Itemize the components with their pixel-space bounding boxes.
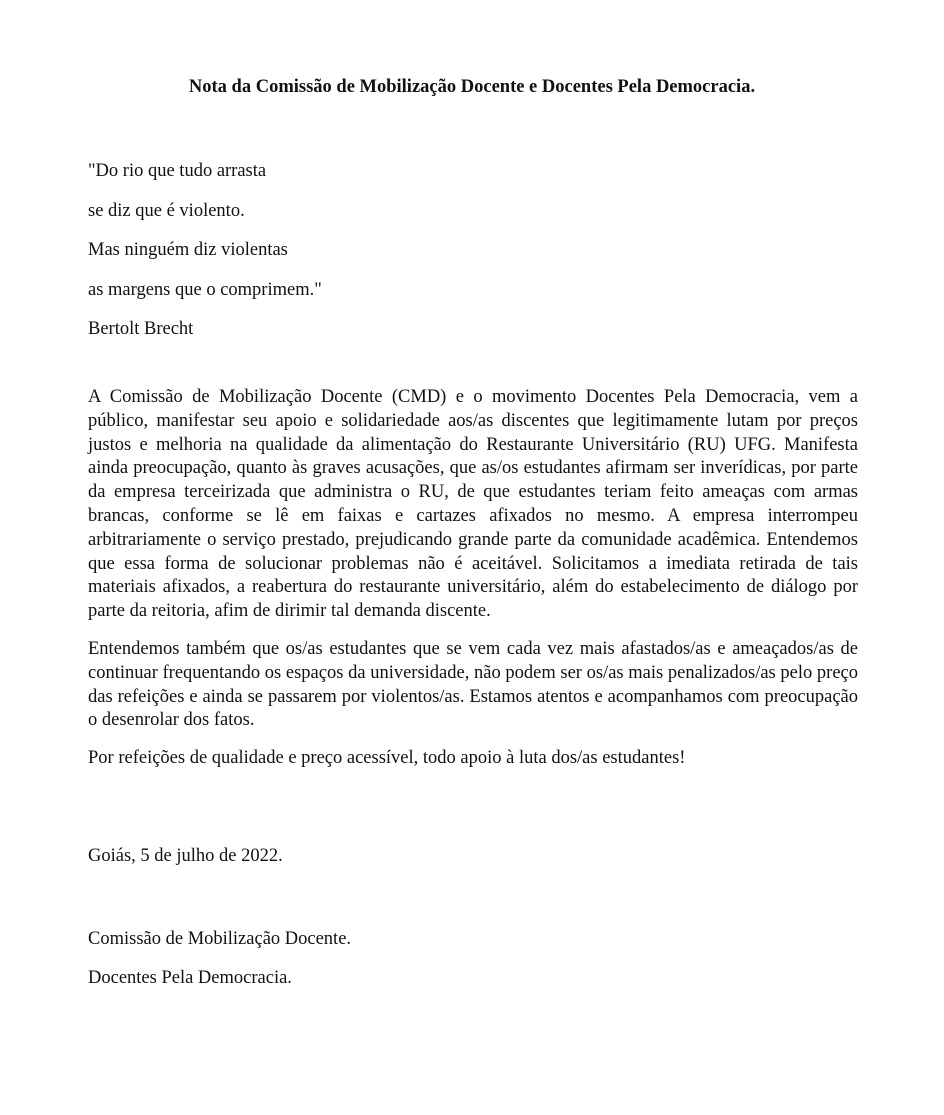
signature-line: Comissão de Mobilização Docente. [88, 929, 352, 949]
place-date: Goiás, 5 de julho de 2022. [88, 846, 283, 866]
body-paragraph: Entendemos também que os/as estudantes que se vem cada vez mais afastados/as e ameaçados/as de continuar frequentando os espaços da universidade, não podem ser os/as mais penalizados/as pelo preço das refeições e ainda se passarem por violentos/as. Estamos atentos e acompanhamos com preocupação o desenrolar dos fatos. [88, 638, 858, 731]
epigraph-line: "Do rio que tudo arrasta [88, 161, 267, 181]
document-body [88, 386, 858, 785]
document-title: Nota da Comissão de Mobilização Docente e Docentes Pela Democracia. [188, 77, 756, 97]
signature-block [88, 920, 351, 998]
epigraph-line: Mas ninguém diz violentas [88, 240, 288, 260]
epigraph-line: se diz que é violento. [88, 200, 245, 221]
closing-slogan: Por refeições de qualidade e preço acessível, todo apoio à luta dos/as estudantes! [88, 748, 686, 769]
epigraph-line: as margens que o comprimem." [88, 279, 322, 300]
signature-line: Docentes Pela Democracia. [88, 968, 292, 988]
body-paragraph: A Comissão de Mobilização Docente (CMD) e o movimento Docentes Pela Democracia, vem a público, manifestar seu apoio e solidariedade aos/as discentes que legitimamente lutam por preços justos e melhoria na qualidade da alimentação do Restaurante Universitário (RU) UFG. Manifesta ainda preocupação, quanto às graves acusações, que as/os estudantes afirmam ser inverídicas, por parte da empresa terceirizada que administra o RU, de que estudantes teriam feito ameaças com armas brancas, conforme se lê em faixas e cartazes afixados no mesmo. A empresa interrompeu arbitrariamente o serviço prestado, prejudicando grande parte da comunidade acadêmica. Entendemos que essa forma de solucionar problemas não é aceitável. Solicitamos a imediata retirada de tais materiais afixados, a reabertura do restaurante universitário, além do estabelecimento de diálogo por parte da reitoria, afim de dirimir tal demanda discente. [88, 387, 858, 622]
epigraph [88, 152, 788, 350]
epigraph-author: Bertolt Brecht [88, 319, 194, 339]
